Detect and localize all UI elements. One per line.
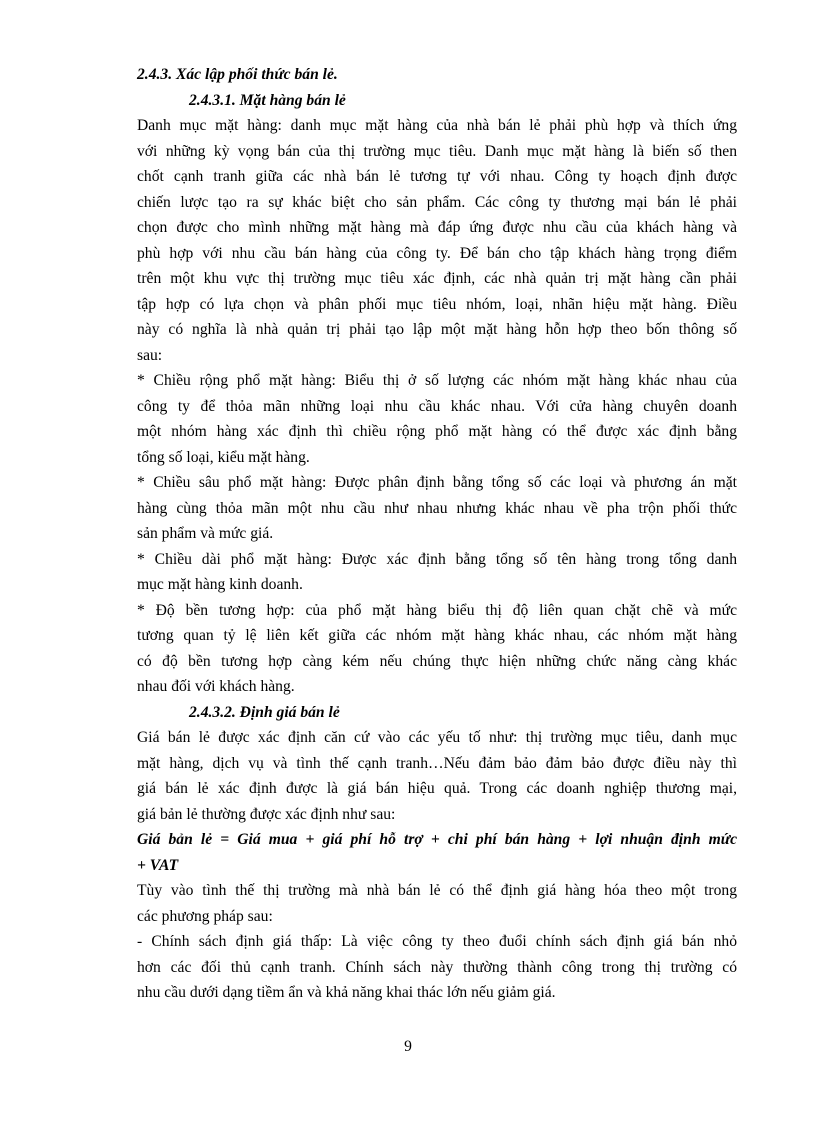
paragraph-line: sau: [137, 346, 163, 364]
paragraph-line: này có nghĩa là nhà quản trị phải tạo lập một mặt hàng hỗn hợp theo bốn thông số [137, 321, 737, 338]
paragraph-line: Giá bán lẻ được xác định căn cứ vào các yếu tố như: thị trường mục tiêu, danh mục [137, 729, 737, 746]
paragraph-line: - Chính sách định giá thấp: Là việc công ty theo đuổi chính sách định giá bán nhỏ [137, 933, 737, 950]
paragraph-line: nhau đối với khách hàng. [137, 678, 295, 695]
paragraph-line: công ty để thỏa mãn những loại nhu cầu khác nhau. Với cửa hàng chuyên doanh [137, 397, 737, 415]
paragraph-line: Tùy vào tình thế thị trường mà nhà bán lẻ có thể định giá hàng hóa theo một trong [137, 882, 737, 899]
paragraph-line: giá bán lẻ xác định được là giá bán hiệu quả. Trong các doanh nghiệp thương mại, [137, 780, 737, 797]
paragraph-line: chốt cạnh tranh giữa các nhà bán lẻ tương tự với nhau. Công ty hoạch định được [137, 168, 737, 185]
document-page [137, 62, 737, 1006]
paragraph-line: mục mặt hàng kinh doanh. [137, 576, 303, 593]
subsection-heading: 2.4.3.2. Định giá bán lẻ [189, 703, 340, 721]
paragraph-line: hàng cùng thỏa mãn một nhu cầu như nhau nhưng khác nhau về pha trộn phối thức [137, 499, 737, 517]
price-formula-line: + VAT [137, 856, 179, 874]
section-heading: 2.4.3. Xác lập phối thức bán lẻ. [137, 66, 338, 83]
paragraph-line: có độ bền tương hợp càng kém nếu chúng thực hiện những chức năng càng khác [137, 652, 737, 670]
paragraph-line: phù hợp với nhu cầu bán hàng của công ty. Để bán cho tập khách hàng trọng điểm [137, 244, 737, 262]
paragraph-line: các phương pháp sau: [137, 907, 273, 925]
paragraph-line: tương quan tỷ lệ liên kết giữa các nhóm mặt hàng khác nhau, các nhóm mặt hàng [137, 627, 737, 644]
paragraph-line: * Chiều dài phổ mặt hàng: Được xác định bằng tổng số tên hàng trong tổng danh [137, 550, 737, 568]
paragraph-line: * Chiều rộng phổ mặt hàng: Biểu thị ở số lượng các nhóm mặt hàng khác nhau của [137, 372, 737, 389]
page-number: 9 [404, 1038, 412, 1055]
paragraph-line: Danh mục mặt hàng: danh mục mặt hàng của nhà bán lẻ phải phù hợp và thích ứng [137, 117, 737, 134]
paragraph-line: tập hợp có lựa chọn và phân phối mục tiêu nhóm, loại, nhãn hiệu mặt hàng. Điều [137, 295, 737, 313]
paragraph-line: sản phẩm và mức giá. [137, 525, 274, 542]
paragraph-line: chiến lược tạo ra sự khác biệt cho sản phẩm. Các công ty thương mại bán lẻ phải [137, 193, 737, 211]
paragraph-line: * Chiều sâu phổ mặt hàng: Được phân định bằng tổng số các loại và phương án mặt [137, 474, 737, 491]
paragraph-line: giá bản lẻ thường được xác định như sau: [137, 805, 396, 823]
paragraph-line: với những kỳ vọng bán của thị trường mục tiêu. Danh mục mặt hàng là biến số then [137, 142, 737, 160]
paragraph-line: chọn được cho mình những mặt hàng mà đáp ứng được nhu cầu của khách hàng và [137, 219, 737, 236]
subsection-heading: 2.4.3.1. Mặt hàng bán lẻ [189, 91, 346, 109]
paragraph-line: hơn các đối thủ cạnh tranh. Chính sách này thường thành công trong thị trường có [137, 958, 737, 976]
paragraph-line: một nhóm hàng xác định thì chiều rộng phổ mặt hàng có thể được xác định bằng [137, 423, 737, 440]
price-formula-line: Giá bản lẻ = Giá mua + giá phí hỗ trợ + chi phí bán hàng + lợi nhuận định mức [137, 831, 737, 848]
paragraph-line: * Độ bền tương hợp: của phổ mặt hàng biểu thị độ liên quan chặt chẽ và mức [137, 601, 737, 619]
paragraph-line: tổng số loại, kiểu mặt hàng. [137, 448, 310, 466]
paragraph-line: nhu cầu dưới dạng tiềm ẩn và khả năng khai thác lớn nếu giảm giá. [137, 984, 556, 1001]
paragraph-line: trên một khu vực thị trường mục tiêu xác định, các nhà quản trị mặt hàng cần phải [137, 270, 737, 287]
paragraph-line: mặt hàng, dịch vụ và tình thế cạnh tranh…Nếu đảm bảo đảm bảo được điều này thì [137, 754, 737, 772]
